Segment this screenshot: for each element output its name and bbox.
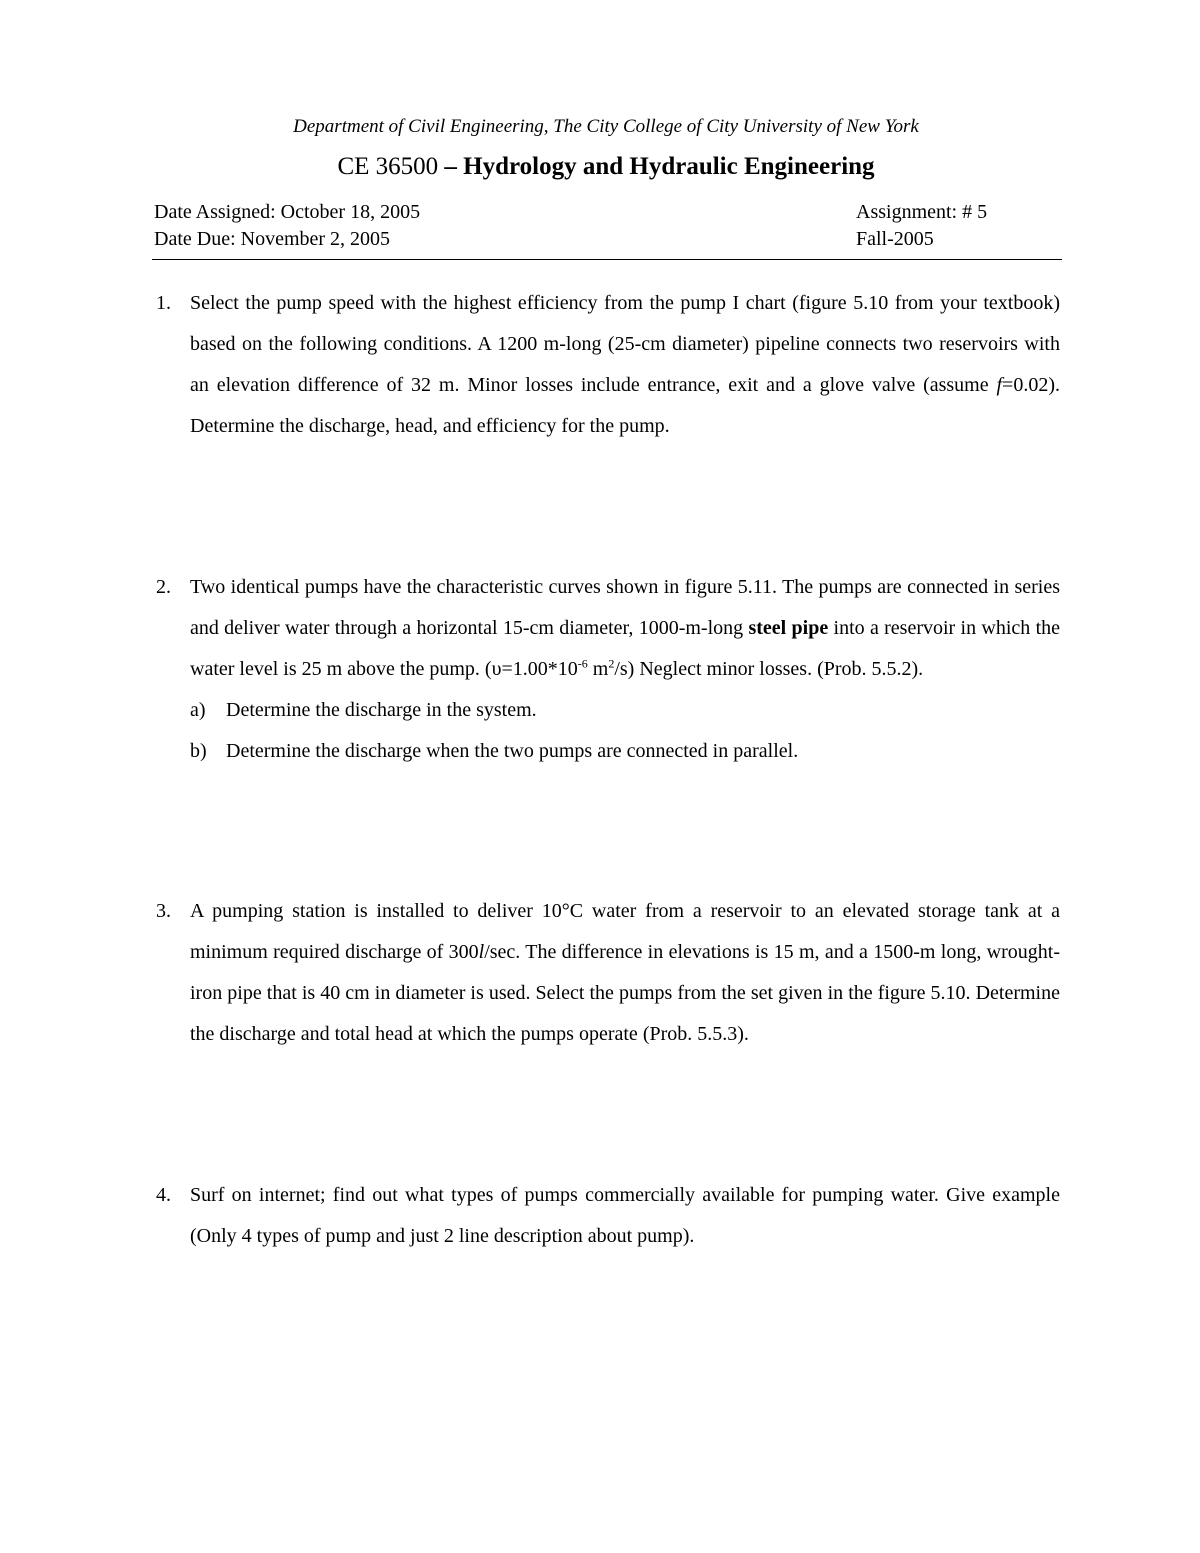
term: Fall-2005 [856,228,934,250]
problem-2 [156,567,1060,772]
department-line: Department of Civil Engineering, The City College of City University of New York [293,116,919,137]
subpart-label: a) [190,699,206,721]
problem-number: 4. [156,1184,171,1206]
problem-text-part: /sec. The difference in elevations is 15 m, and a 1500-m long, wrought-iron pipe that is 40 cm in diameter is used. Select the pumps from the set given in the figure 5.10. Determine the discharge and total head at which the pumps operate (Prob. 5.5.3). [190,941,1060,1045]
meta-row-assigned [154,201,1016,224]
subpart-label: b) [190,740,207,762]
problem-text-part: =0.02). Determine the discharge, head, and efficiency for the pump. [190,374,1060,437]
assignment-number: Assignment: # 5 [856,201,988,223]
problem-text [190,283,1060,447]
subpart-a [190,690,1060,731]
emphasis-steel-pipe: steel pipe [748,617,829,639]
problem-number: 2. [156,576,171,598]
problem-text-part: m [587,658,609,680]
subpart-b [190,731,1060,772]
subpart-text: Determine the discharge when the two pumps are connected in parallel. [226,740,799,762]
problem-number: 3. [156,900,171,922]
liter-symbol: l [478,941,485,963]
course-code: CE 36500 [337,153,439,180]
course-dash: – [438,153,464,180]
subpart-text: Determine the discharge in the system. [226,699,537,721]
friction-factor-symbol: f [996,374,1003,396]
problem-text-part: A pumping station is installed to deliver 10°C water from a reservoir to an elevated storage tank at a minimum required discharge of 300 [190,900,1060,963]
exponent: 2 [608,656,615,671]
problem-text-part: Select the pump speed with the highest efficiency from the pump I chart (figure 5.10 from your textbook) based on the following conditions. A 1200 m-long (25-cm diameter) pipeline connects two reservoirs with an elevation difference of 32 m. Minor losses include entrance, exit and a glove valve (assume [190,292,1060,396]
meta-row-due [154,228,1016,251]
problem-text-part: /s) Neglect minor losses. (Prob. 5.5.2). [614,658,924,680]
problem-text-part: Two identical pumps have the characteristic curves shown in figure 5.11. The pumps are connected in series and deliver water through a horizontal 15-cm diameter, 1000-m-long [190,576,1060,639]
date-due: Date Due: November 2, 2005 [154,228,391,250]
course-title [0,153,1200,181]
problem-text [190,567,1060,690]
header-divider [152,259,1062,260]
problem-text [190,1175,1060,1257]
problem-text [190,891,1060,1055]
problem-number: 1. [156,292,171,314]
problem-4 [156,1175,1060,1257]
course-name: Hydrology and Hydraulic Engineering [463,153,875,180]
exponent: -6 [577,656,588,671]
problem-1 [156,283,1060,447]
problem-text-part: Surf on internet; find out what types of pumps commercially available for pumping water. Give example (Only 4 types of pump and just 2 line description about pump). [190,1184,1060,1247]
problem-3 [156,891,1060,1055]
problem-text-part: into a reservoir in which the water level is 25 m above the pump. (υ=1.00*10 [190,617,1061,680]
date-assigned: Date Assigned: October 18, 2005 [154,201,421,223]
